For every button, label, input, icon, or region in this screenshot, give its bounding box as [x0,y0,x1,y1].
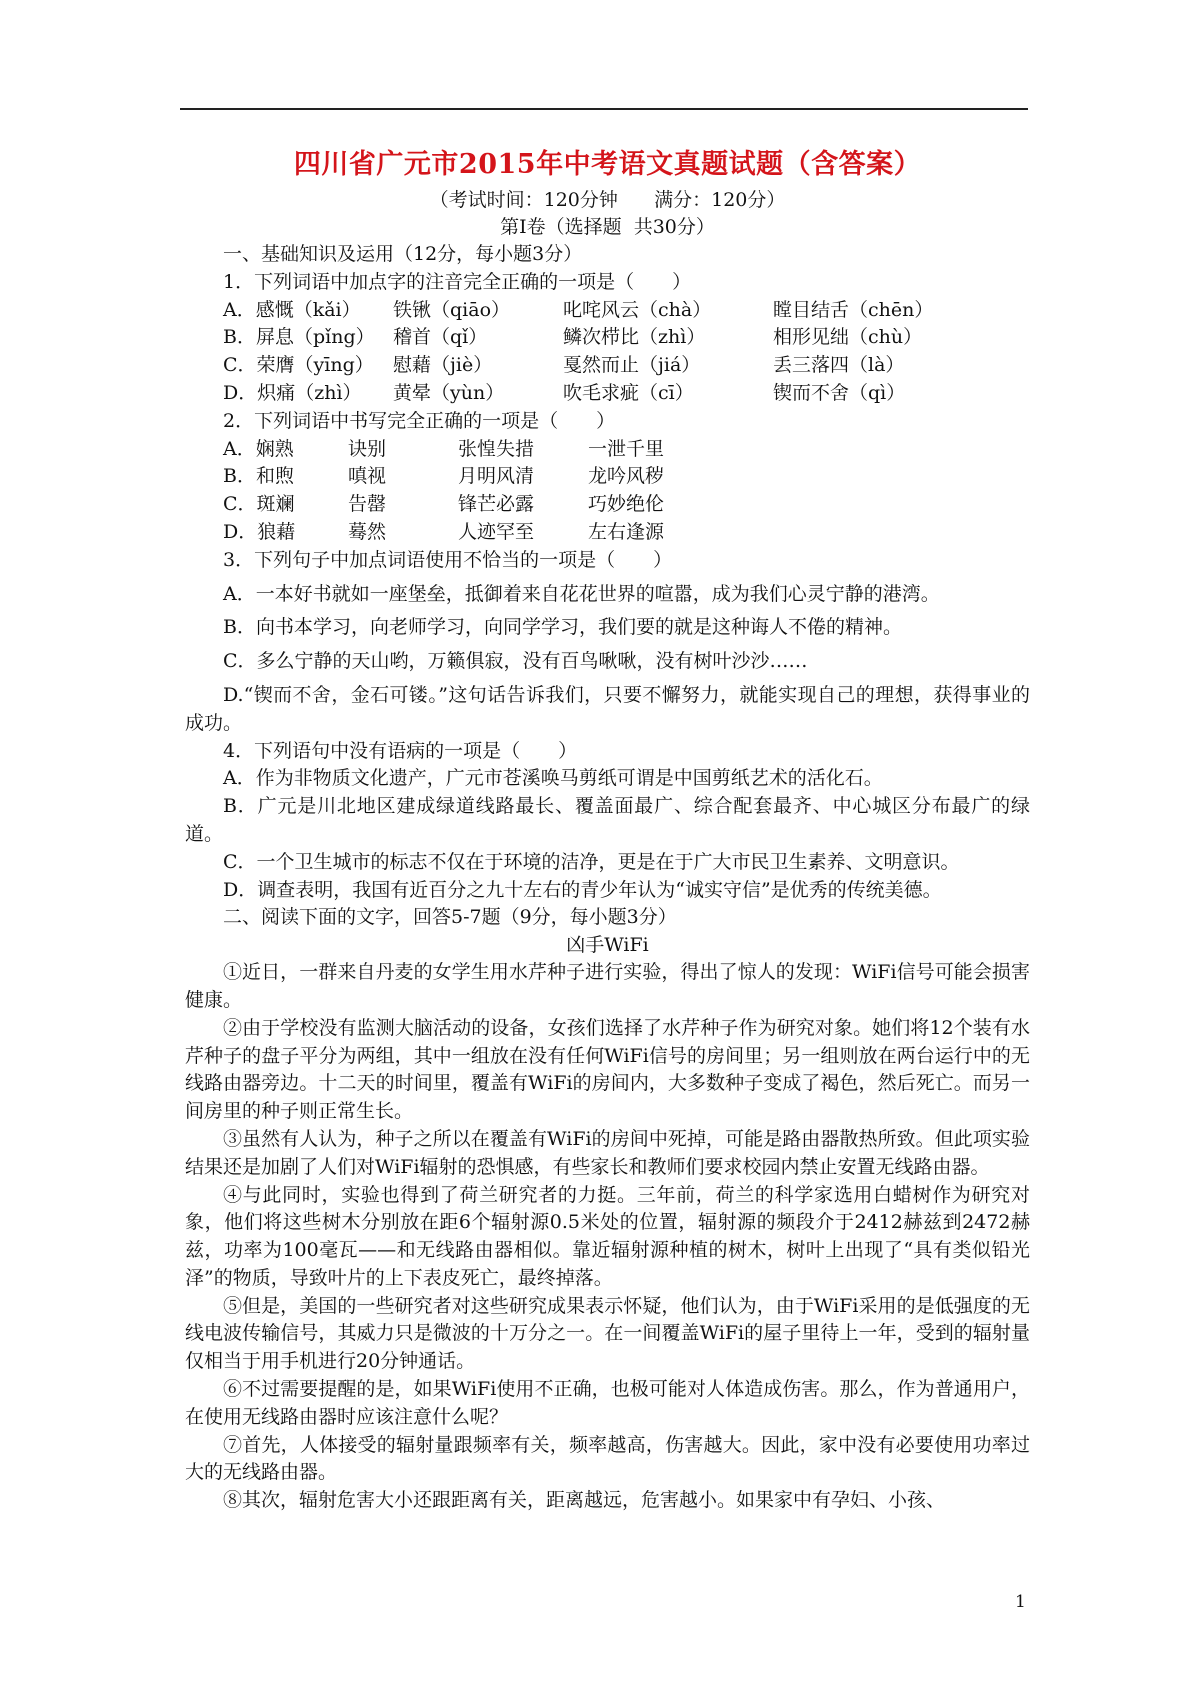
q4-option-b: B．广元是川北地区建成绿道线路最长、覆盖面最广、综合配套最齐、中心城区分布最广的绿道。 [185,795,1030,845]
article-paragraph-8: ⑧其次，辐射危害大小还跟距离有关，距离越远，危害越小。如果家中有孕妇、小孩、 [223,1489,946,1512]
q1-option-a: A．感慨（kǎi） 铁锹（qiāo） 叱咤风云（chà） 瞠目结舌（chēn） [223,298,934,321]
volume-heading: 第Ⅰ卷（选择题 共30分） [500,216,715,238]
q2-option-a: A．娴熟 诀别 张惶失措 一泄千里 [223,437,665,460]
q3-option-d: D.“锲而不舍，金石可镂。”这句话告诉我们，只要不懈努力，就能实现自己的理想，获得事业的成功。 [185,683,1030,734]
q2-option-b: B．和煦 嗔视 月明风清 龙吟风秽 [223,465,665,488]
q2-stem: 2．下列词语中书写完全正确的一项是（ ） [223,409,616,432]
article-paragraph-5: ⑤但是，美国的一些研究者对这些研究成果表示怀疑，他们认为，由于WiFi采用的是低强度的无线电波传输信号，其威力只是微波的十万分之一。在一间覆盖WiFi的屋子里待上一年，受到的辐射量仅相当于用手机进行20分钟通话。 [185,1294,1030,1373]
q1-option-c: C．荣膺（yīng） 慰藉（jiè） 戛然而止（jiá） 丢三落四（là） [223,354,905,377]
article-paragraph-6: ⑥不过需要提醒的是，如果WiFi使用不正确，也极可能对人体造成伤害。那么，作为普通用户，在使用无线路由器时应该注意什么呢？ [185,1378,1030,1428]
q3-option-b: B．向书本学习，向老师学习，向同学学习，我们要的就是这种诲人不倦的精神。 [223,616,902,639]
article-paragraph-7: ⑦首先，人体接受的辐射量跟频率有关，频率越高，伤害越大。因此，家中没有必要使用功率过大的无线路由器。 [185,1433,1030,1484]
section1-heading: 一、基础知识及运用（12分，每小题3分） [223,243,583,265]
q1-option-b: B．屏息（pǐng） 稽首（qǐ） 鳞次栉比（zhì） 相形见绌（chù） [223,326,923,349]
article-paragraph-1: ①近日，一群来自丹麦的女学生用水芹种子进行实验，得出了惊人的发现：WiFi信号可能会损害健康。 [185,961,1030,1011]
q4-stem: 4．下列语句中没有语病的一项是（ ） [223,739,578,762]
document-body [185,145,1030,1515]
q4-option-c: C．一个卫生城市的标志不仅在于环境的洁净，更是在于广大市民卫生素养、文明意识。 [223,850,960,873]
q2-option-d: D．狼藉 蓦然 人迹罕至 左右逢源 [223,520,665,543]
q4-option-d: D．调查表明，我国有近百分之九十左右的青少年认为“诚实守信”是优秀的传统美德。 [223,878,942,901]
q3-option-a: A．一本好书就如一座堡垒，抵御着来自花花世界的喧嚣，成为我们心灵宁静的港湾。 [223,582,940,605]
article-paragraph-3: ③虽然有人认为，种子之所以在覆盖有WiFi的房间中死掉，可能是路由器散热所致。但此项实验结果还是加剧了人们对WiFi辐射的恐惧感，有些家长和教师们要求校园内禁止安置无线路由器。 [185,1127,1030,1178]
exam-info: （考试时间：120分钟 满分：120分） [429,189,786,211]
article-paragraph-4: ④与此同时，实验也得到了荷兰研究者的力挺。三年前，荷兰的科学家选用白蜡树作为研究对象，他们将这些树木分别放在距6个辐射源0.5米处的位置，辐射源的频段介于2412赫兹到2472赫兹，功率为100毫瓦——和无线路由器相似。靠近辐射源种植的树木，树叶上出现了“具有类似铅光泽”的物质，导致叶片的上下表皮死亡，最终掉落。 [185,1183,1030,1289]
page-number: 1 [1015,1592,1026,1612]
q3-option-c: C．多么宁静的天山哟，万籁俱寂，没有百鸟啾啾，没有树叶沙沙…… [223,650,808,673]
article-paragraph-2: ②由于学校没有监测大脑活动的设备，女孩们选择了水芹种子作为研究对象。她们将12个装有水芹种子的盘子平分为两组，其中一组放在没有任何WiFi信号的房间里；另一组则放在两台运行中的无线路由器旁边。十二天的时间里，覆盖有WiFi的房间内，大多数种子变成了褐色，然后死亡。而另一间房里的种子则正常生长。 [185,1016,1030,1123]
q1-stem: 1．下列词语中加点字的注音完全正确的一项是（ ） [223,270,692,293]
section2-heading: 二、阅读下面的文字，回答5-7题（9分，每小题3分） [223,906,677,929]
header-rule [180,108,1028,110]
q3-stem: 3．下列句子中加点词语使用不恰当的一项是（ ） [223,548,673,571]
q4-option-a: A．作为非物质文化遗产，广元市苍溪唤马剪纸可谓是中国剪纸艺术的活化石。 [223,767,883,790]
q2-option-c: C．斑斓 告罄 锋芒必露 巧妙绝伦 [223,493,665,516]
q1-option-d: D．炽痛（zhì） 黄晕（yùn） 吹毛求疵（cī） 锲而不舍（qì） [223,381,906,404]
article-title: 凶手WiFi [566,934,649,957]
document-title: 四川省广元市2015年中考语文真题试题（含答案） [293,149,922,180]
